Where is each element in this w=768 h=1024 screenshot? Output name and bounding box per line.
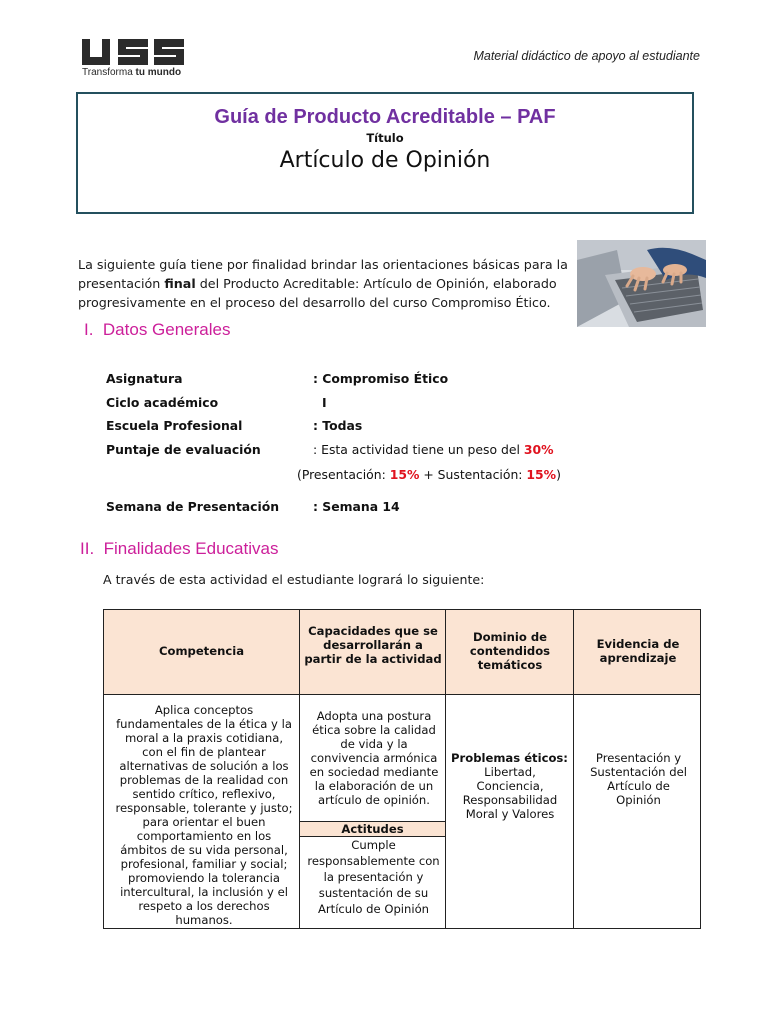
guide-title: Guía de Producto Acreditable – PAF	[214, 106, 556, 128]
section-2-intro: A través de esta actividad el estudiante logrará lo siguiente:	[103, 572, 485, 587]
cell-capacidades: Adopta una postura ética sobre la calidad de vida y la convivencia armónica en sociedad mediante la elaboración de un artículo de opinión.	[309, 709, 439, 807]
label-ciclo: Ciclo académico	[106, 395, 219, 410]
cell-competencia: Aplica conceptos fundamentales de la ética y la moral a la praxis cotidiana, con el fin de plantear alternativas de solución a los problemas de la realidad con sentido crítico, reflexivo, responsable, tolerante y justo; para orientar el buen comportamiento en los ámbitos de su vida personal, profesional, familiar y social; promoviendo la tolerancia intercultural, la inclusión y el respeto a los derechos humanos.	[115, 703, 293, 927]
header-capacidades: Capacidades que se desarrollarán a partir de la actividad	[304, 624, 442, 666]
title-label: Título	[366, 131, 404, 145]
section-2-heading: II. Finalidades Educativas	[80, 539, 279, 558]
label-escuela: Escuela Profesional	[106, 418, 243, 433]
laptop-typing-photo	[577, 240, 706, 327]
header-dominio: Dominio de contendidos temáticos	[469, 630, 551, 672]
value-asignatura: : Compromiso Ético	[313, 371, 449, 386]
value-ciclo: I	[322, 395, 327, 410]
actitudes-label: Actitudes	[341, 822, 404, 836]
cell-dominio: Libertad, Conciencia, Responsabilidad Moral y Valores	[462, 765, 558, 821]
header-note: Material didáctico de apoyo al estudiante	[473, 49, 700, 63]
table-divider	[573, 610, 574, 928]
table-divider	[299, 610, 300, 928]
label-puntaje: Puntaje de evaluación	[106, 442, 261, 457]
header-evidencia: Evidencia de aprendizaje	[596, 637, 680, 665]
title-box	[76, 92, 694, 214]
label-asignatura: Asignatura	[106, 371, 183, 386]
value-puntaje: : Esta actividad tiene un peso del 30%	[313, 442, 554, 457]
competencies-table	[103, 609, 701, 929]
logo-tagline: Transforma tu mundo	[82, 67, 182, 78]
value-escuela: : Todas	[313, 418, 363, 433]
section-1-heading: I. Datos Generales	[84, 320, 231, 339]
table-divider	[445, 610, 446, 928]
table-divider	[104, 694, 700, 695]
label-semana: Semana de Presentación	[106, 499, 280, 514]
header-competencia: Competencia	[158, 644, 245, 658]
dominio-heading: Problemas éticos:	[451, 751, 568, 765]
intro-paragraph: La siguiente guía tiene por finalidad brindar las orientaciones básicas para la presentación final del Producto Acreditable: Artículo de Opinión, elaborado progresivamente en el proceso del desarrollo del curso Compromiso Ético.	[78, 257, 568, 310]
cell-evidencia: Presentación y Sustentación del Artículo de Opinión	[590, 751, 687, 807]
puntaje-breakdown: (Presentación: 15% + Sustentación: 15%)	[297, 467, 561, 482]
cell-actitudes: Cumple responsablemente con la presentación y sustentación de su Artículo de Opinión	[307, 838, 440, 916]
value-semana: : Semana 14	[313, 499, 400, 514]
main-title: Artículo de Opinión	[279, 148, 491, 173]
